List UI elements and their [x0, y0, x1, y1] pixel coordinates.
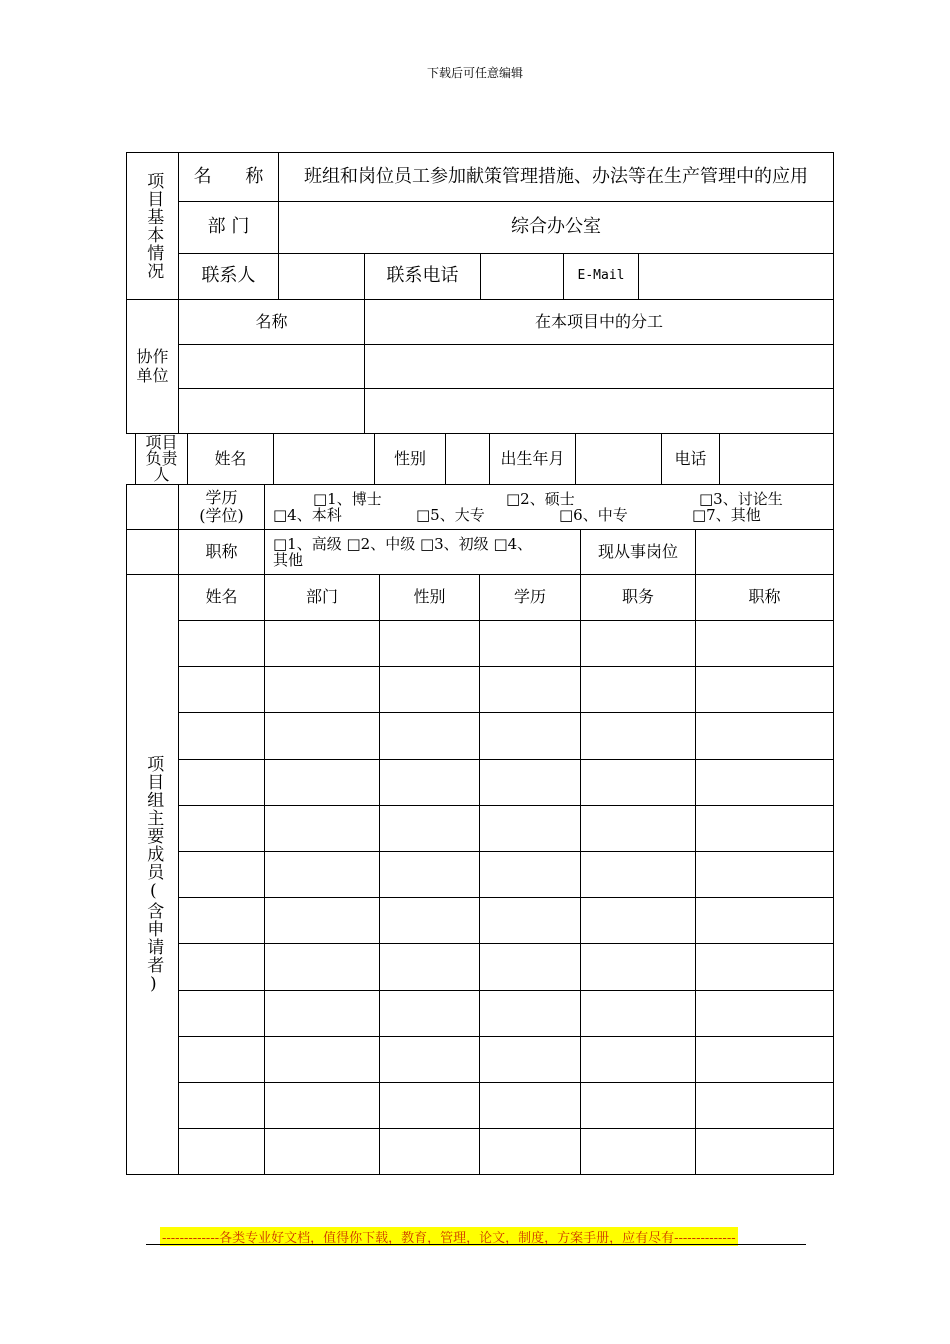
leader-gender-input[interactable] [446, 434, 490, 485]
member-education-cell[interactable] [480, 805, 581, 851]
member-gender-cell[interactable] [380, 851, 480, 897]
coop-col-name: 名称 [179, 300, 365, 345]
member-row [127, 759, 834, 805]
member-position-cell[interactable] [581, 621, 696, 667]
member-title-cell[interactable] [696, 759, 834, 805]
member-name-cell[interactable] [179, 1082, 265, 1128]
member-col-name: 姓名 [179, 575, 265, 621]
edu-option-phd[interactable]: □1、博士 [313, 489, 382, 508]
leader-phone-input[interactable] [720, 434, 834, 485]
member-education-cell[interactable] [480, 667, 581, 713]
member-dept-cell[interactable] [265, 759, 380, 805]
name-label: 名 称 [179, 153, 279, 202]
member-education-cell[interactable] [480, 1129, 581, 1175]
member-gender-cell[interactable] [380, 898, 480, 944]
member-gender-cell[interactable] [380, 805, 480, 851]
members-section-label: 项目组主要成员(含申请者) [127, 575, 179, 1175]
edu-option-master[interactable]: □2、硕士 [506, 489, 575, 508]
title-label: 职称 [179, 530, 265, 575]
member-row [127, 1082, 834, 1128]
member-education-cell[interactable] [480, 759, 581, 805]
member-dept-cell[interactable] [265, 1036, 380, 1082]
leader-table [135, 433, 834, 485]
member-dept-cell[interactable] [265, 990, 380, 1036]
education-label: 学历 (学位) [179, 485, 265, 530]
member-title-cell[interactable] [696, 990, 834, 1036]
member-row [127, 898, 834, 944]
member-gender-cell[interactable] [380, 944, 480, 990]
member-education-cell[interactable] [480, 944, 581, 990]
member-name-cell[interactable] [179, 759, 265, 805]
member-title-cell[interactable] [696, 898, 834, 944]
coop-role-cell[interactable] [365, 345, 834, 389]
member-position-cell[interactable] [581, 944, 696, 990]
member-position-cell[interactable] [581, 1036, 696, 1082]
member-position-cell[interactable] [581, 759, 696, 805]
coop-col-role: 在本项目中的分工 [365, 300, 834, 345]
member-name-cell[interactable] [179, 990, 265, 1036]
member-row [127, 1129, 834, 1175]
members-table [126, 574, 834, 1175]
phone-label: 联系电话 [365, 254, 481, 300]
member-dept-cell[interactable] [265, 805, 380, 851]
coop-section-label: 协作单位 [127, 300, 179, 434]
member-row [127, 621, 834, 667]
coop-table [126, 299, 834, 434]
member-position-cell[interactable] [581, 898, 696, 944]
member-title-cell[interactable] [696, 944, 834, 990]
member-col-education: 学历 [480, 575, 581, 621]
member-col-title: 职称 [696, 575, 834, 621]
member-gender-cell[interactable] [380, 1082, 480, 1128]
member-gender-cell[interactable] [380, 1129, 480, 1175]
phone-input[interactable] [481, 254, 564, 300]
member-col-gender: 性别 [380, 575, 480, 621]
footer-banner: -------------各类专业好文档，值得你下载，教育，管理，论文，制度，方案手册，应有尽有-------------- [160, 1227, 738, 1246]
email-input[interactable] [639, 254, 834, 300]
member-gender-cell[interactable] [380, 759, 480, 805]
current-post-label: 现从事岗位 [581, 530, 696, 575]
member-position-cell[interactable] [581, 667, 696, 713]
coop-role-cell[interactable] [365, 389, 834, 434]
member-name-cell[interactable] [179, 1036, 265, 1082]
member-row [127, 1036, 834, 1082]
education-blank-cell [127, 485, 179, 530]
member-dept-cell[interactable] [265, 1129, 380, 1175]
edu-option-technical[interactable]: □6、中专 [559, 506, 628, 524]
member-dept-cell[interactable] [265, 1082, 380, 1128]
member-education-cell[interactable] [480, 713, 581, 759]
member-name-cell[interactable] [179, 621, 265, 667]
title-blank-cell [127, 530, 179, 575]
member-title-cell[interactable] [696, 805, 834, 851]
leader-name-label: 姓名 [188, 434, 274, 485]
member-name-cell[interactable] [179, 667, 265, 713]
member-position-cell[interactable] [581, 805, 696, 851]
member-position-cell[interactable] [581, 851, 696, 897]
member-col-position: 职务 [581, 575, 696, 621]
member-title-cell[interactable] [696, 713, 834, 759]
edu-option-college[interactable]: □5、大专 [416, 506, 485, 524]
member-title-cell[interactable] [696, 1082, 834, 1128]
member-gender-cell[interactable] [380, 667, 480, 713]
member-position-cell[interactable] [581, 713, 696, 759]
member-name-cell[interactable] [179, 805, 265, 851]
footer-divider [146, 1244, 806, 1245]
member-gender-cell[interactable] [380, 713, 480, 759]
member-dept-cell[interactable] [265, 713, 380, 759]
dept-label: 部 门 [179, 202, 279, 254]
coop-name-cell[interactable] [179, 389, 365, 434]
member-dept-cell[interactable] [265, 944, 380, 990]
member-row [127, 851, 834, 897]
member-education-cell[interactable] [480, 898, 581, 944]
member-title-cell[interactable] [696, 1036, 834, 1082]
member-education-cell[interactable] [480, 621, 581, 667]
project-name-value[interactable]: 班组和岗位员工参加献策管理措施、办法等在生产管理中的应用 [279, 153, 834, 202]
dept-value[interactable]: 综合办公室 [279, 202, 834, 254]
member-dept-cell[interactable] [265, 667, 380, 713]
coop-name-cell[interactable] [179, 345, 365, 389]
member-position-cell[interactable] [581, 1129, 696, 1175]
basic-section-label: 项目基本情况 [127, 153, 179, 300]
member-position-cell[interactable] [581, 1082, 696, 1128]
edu-option-other[interactable]: □7、其他 [692, 506, 761, 524]
leader-birth-label: 出生年月 [490, 434, 576, 485]
member-col-dept: 部门 [265, 575, 380, 621]
member-title-cell[interactable] [696, 1129, 834, 1175]
member-title-cell[interactable] [696, 667, 834, 713]
member-gender-cell[interactable] [380, 1036, 480, 1082]
member-row [127, 667, 834, 713]
member-name-cell[interactable] [179, 1129, 265, 1175]
edu-option-bachelor[interactable]: □4、本科 [273, 506, 342, 524]
member-name-cell[interactable] [179, 851, 265, 897]
member-name-cell[interactable] [179, 713, 265, 759]
member-row [127, 944, 834, 990]
member-gender-cell[interactable] [380, 621, 480, 667]
member-gender-cell[interactable] [380, 990, 480, 1036]
member-row [127, 805, 834, 851]
leader-birth-input[interactable] [576, 434, 662, 485]
member-name-cell[interactable] [179, 898, 265, 944]
member-title-cell[interactable] [696, 621, 834, 667]
member-dept-cell[interactable] [265, 621, 380, 667]
email-label: E-Mail [564, 254, 639, 300]
title-options[interactable]: □1、高级 □2、中级 □3、初级 □4、 其他 [265, 530, 581, 575]
member-education-cell[interactable] [480, 990, 581, 1036]
education-table [126, 484, 834, 575]
member-title-cell[interactable] [696, 851, 834, 897]
member-row [127, 990, 834, 1036]
member-row [127, 713, 834, 759]
member-education-cell[interactable] [480, 1082, 581, 1128]
member-position-cell[interactable] [581, 990, 696, 1036]
leader-phone-label: 电话 [662, 434, 720, 485]
contact-label: 联系人 [179, 254, 279, 300]
member-education-cell[interactable] [480, 851, 581, 897]
leader-gender-label: 性别 [375, 434, 446, 485]
member-name-cell[interactable] [179, 944, 265, 990]
education-options [265, 485, 834, 530]
current-post-input[interactable] [696, 530, 834, 575]
basic-info-table [126, 152, 834, 300]
member-dept-cell[interactable] [265, 898, 380, 944]
member-dept-cell[interactable] [265, 851, 380, 897]
contact-input[interactable] [279, 254, 365, 300]
page-header-note: 下载后可任意编辑 [426, 66, 523, 80]
leader-name-input[interactable] [274, 434, 375, 485]
leader-section-label: 项目负责人 [136, 434, 188, 485]
edu-option-3[interactable]: □3、讨论生 [699, 489, 783, 508]
member-education-cell[interactable] [480, 1036, 581, 1082]
